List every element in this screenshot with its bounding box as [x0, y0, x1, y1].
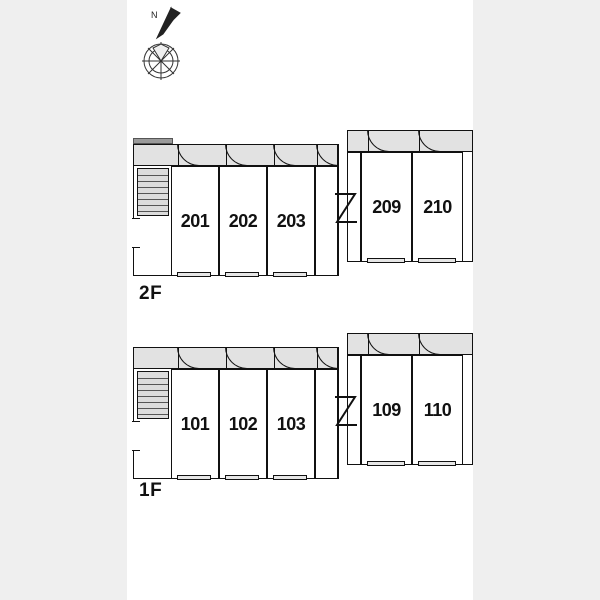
- unit-cell[interactable]: [412, 152, 463, 262]
- window-icon: [418, 461, 456, 466]
- svg-text:N: N: [151, 10, 158, 20]
- unit-cell[interactable]: [267, 166, 315, 276]
- 1f-right-corridor: [347, 333, 473, 355]
- window-icon: [273, 475, 307, 480]
- 2f-expansion-joint: [329, 160, 363, 256]
- floor-plan-2f: [133, 130, 473, 280]
- unit-label: 109: [372, 399, 401, 420]
- unit-cell[interactable]: [219, 166, 267, 276]
- floor-label-1f: 1F: [139, 480, 163, 501]
- 1f-expansion-joint: [329, 363, 363, 459]
- floor-plan-1f: [133, 333, 473, 483]
- window-icon: [273, 272, 307, 277]
- window-icon: [177, 475, 211, 480]
- unit-cell[interactable]: [171, 166, 219, 276]
- unit-label: 203: [276, 210, 306, 231]
- window-icon: [225, 272, 259, 277]
- page-background: [127, 0, 473, 600]
- 1f-staircase: [137, 371, 169, 419]
- 2f-right-corridor: [347, 130, 473, 152]
- 2f-roof-cap: [133, 138, 173, 144]
- unit-label: 201: [180, 210, 210, 231]
- 2f-staircase: [137, 168, 169, 216]
- unit-label: 103: [276, 413, 306, 434]
- 2f-entry-notch: [132, 218, 140, 248]
- floor-label-2f: 2F: [139, 283, 163, 304]
- window-icon: [177, 272, 211, 277]
- window-icon: [225, 475, 259, 480]
- unit-cell[interactable]: [219, 369, 267, 479]
- unit-cell[interactable]: [171, 369, 219, 479]
- unit-label: 110: [423, 399, 452, 420]
- unit-cell[interactable]: [361, 355, 412, 465]
- unit-cell[interactable]: [361, 152, 412, 262]
- unit-cell[interactable]: [412, 355, 463, 465]
- window-icon: [418, 258, 456, 263]
- unit-label: 202: [228, 210, 258, 231]
- unit-label: 102: [228, 413, 258, 434]
- window-icon: [367, 461, 405, 466]
- unit-label: 209: [372, 196, 401, 217]
- compass-north-arrow-icon: [133, 4, 203, 84]
- window-icon: [367, 258, 405, 263]
- unit-label: 101: [180, 413, 210, 434]
- unit-cell[interactable]: [267, 369, 315, 479]
- 1f-entry-notch: [132, 421, 140, 451]
- unit-label: 210: [423, 196, 452, 217]
